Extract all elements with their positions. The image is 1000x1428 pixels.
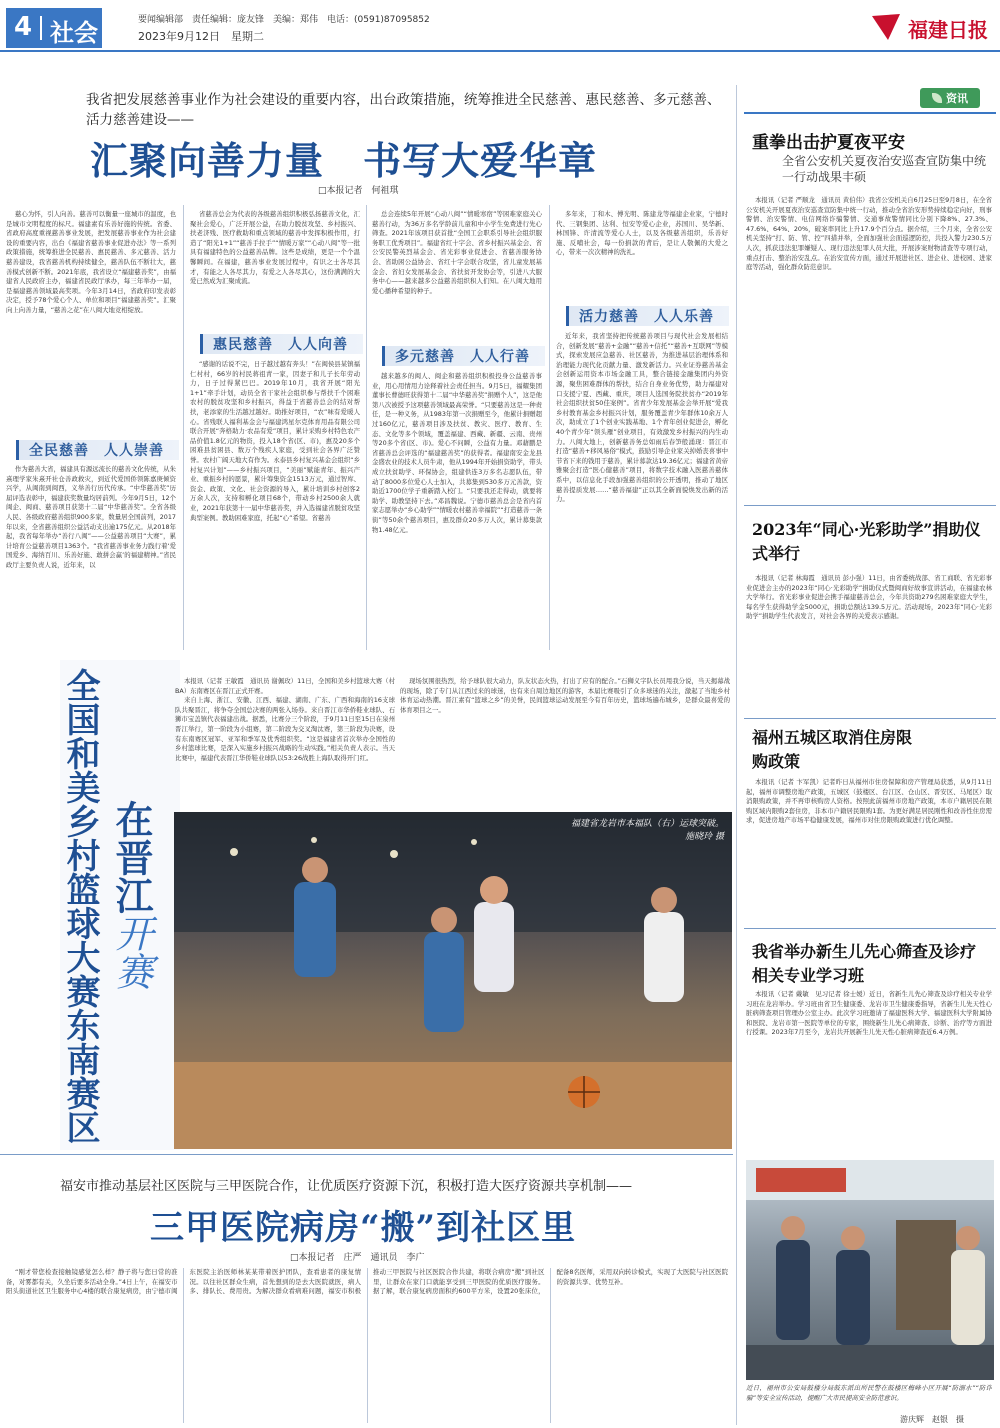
lead-col4-bottom: 近年来，我省坚持把传统慈善项目与现代社会发展相结合，创新发展“慈善+金融”“慈善+信托”“慈善+互联网”等模式，探索发展应急慈善、社区慈善，为推进基层治理体系和治理能力现代化贡献力量、激发新活力。兴业证券慈善基金会创新运用资本市场金融工具，整合链接金融集团内外资源，聚焦困难群体的帮扶，结合自身业务优势，助力福建对口支援宁夏、西藏、重庆，项目人选国务院扶贫办“2019年社会组织扶贫50佳案例”。省青少年发展基金会举开展“爱我乡村教育基金乡村振兴计划，服务覆盖青少年群体10余万人次，助成立了1个创业实践基地、1个青年创业促进会，孵化40个青少年“领头雁”创业项目，有效激发乡村振兴的内生动力。八闽大地上，创新慈善务总如雨后春笋般涌现：晋江市打造“慈善+移风易俗”模式，鼓励引导企业家关掉婚丧喜事中节省下来的钱用于慈善，累计募款达19.36亿元；福建省黄帝雅聚会打造“医心健慈善”项目，将数字技术融入医慈善慈体系中，以信息化手段加强慈善组织的公开透明，推动了地区慈善提质发展……“慈善福建”正以其全新面貌焕发出新的活力。 [556, 332, 728, 504]
page-number: 4 [14, 12, 33, 42]
sidebar-a4-body: 本报讯（记者 戴敏 见习记者 徐士媛）近日，省新生儿先心筛查及诊疗相关专业学习班在龙岩举办。学习班由省卫生健康委、龙岩市卫生健康委指导，省新生儿先天性心脏病筛查项目管理办公室主办。此次学习班邀请了福建医科大学、福建医科大学附属协和医院、龙岩市第一医院等单位的专家，围绕新生儿先心病筛查、诊断、治疗等方面进行授课。2023年7月至今，龙岩共开展新生儿先天性心脏病筛查近6.4万例。 [746, 990, 992, 1037]
hospital-body: “刚才带您检查接触镜感觉怎么样？静子将与您日常的准备，对雾都有关，久坐后要多活动全身。”4日上午，在福安市阳头街道社区卫生服务中心4楼的联合康复病房，由宁德市闽东医院主治医师林某某带着医护团队，查看患者的康复情况。以往社区群众生病，首先想到的是去大医院就医，病人多、排队长、费用贵。为解决群众看病难问题，福安市积极推动三甲医院与社区医院合作共建，将联合病房“搬”到社区里，让群众在家门口就能享受到三甲医院的优质医疗服务。据了解，联合康复病房面积约600平方米，设置20张床位，配备8名医师，采用双向转诊模式，实现了大医院与社区医院的资源共享、优势互补。 [6, 1268, 728, 1296]
sidebar-photo-credit: 游庆辉 赵银 摄 [900, 1415, 964, 1424]
lead-headline: 汇聚向善力量 书写大爱华章 [90, 138, 598, 183]
sidebar-a2-body: 本报讯（记者 林海霞 通讯员 彭小强）11日，由省委统战部、省工商联、省光彩事业促进会主办的2023年“同心·光彩助学”捐助仪式暨闽商好故事宣讲活动，在福建农林大学举行。省光彩事业促进会携手福建慈善总会，今年共资助279名困难家庭大学生，每名学生获得助学金5000元，捐助总额达139.5万元。活动现场，2023年“同心·光彩助学”捐助学生代表发言，对社会各界的关爱表示感谢。 [746, 574, 992, 621]
subhead-universal: 全民慈善 人人崇善 [16, 440, 179, 460]
hospital-byline: □本报记者 庄严 通讯员 李广 [290, 1253, 425, 1263]
police-scene-icon [746, 1160, 994, 1380]
hospital-kicker: 福安市推动基层社区医院与三甲医院合作，让优质医疗资源下沉，积极打造大医疗资源共享机制—— [60, 1179, 633, 1194]
brand-logo [870, 10, 995, 44]
subhead-vitality: 活力慈善 人人乐善 [566, 306, 729, 326]
lead-col1-bottom: 作为慈善大省，福建具有源远流长的慈善文化传统，从朱熹理学家朱熹开社仓善政救灾，到近代爱国侨领陈嘉庚倾资兴学，从闽南到闽西，义举善行历代传承。“中华慈善奖”历届评选表彰中，福建获奖数量均居前列。今年9月5日，12个闽企、闽商、慈善项目获第十二届“中华慈善奖”。全省各级人民、各级政府慈善组织900多家，数量居全国前列，2017年以来，全省慈善组织公益活动支出逾175亿元。从2018年起，我省每年举办“善行八闽”——公益慈善项目“大赛”，累计培育公益慈善项目1363个。“我省慈善事业务力践行着‘爱国爱乡、海纳百川、乐善好施、敢拼会赢’的福建精神。”省民政厅主要负责人说，近年来，以 [6, 465, 176, 569]
issue-date: 2023年9月12日 星期二 [138, 30, 264, 43]
sidebar-a3-body: 本报讯（记者 卞军凯）记者昨日从福州市住房保障和房产管理局获悉，从9月11日起，福州市调整房地产政策，五城区（鼓楼区、台江区、仓山区、晋安区、马尾区）取消限购政策，并不再审核购房人资格。按照此前福州市房地产政策，本市户籍居民在限购区域内限购2套住房，非本市户籍居民限购1套。为更好满足居民刚性和改善性住房需求，促进房地产市场平稳健康发展，福州市对住房限购政策进行优化调整。 [746, 778, 992, 825]
editor-line: 要闻编辑部 责任编辑：庞友锋 美编：郑伟 电话：(0591)87095852 [138, 15, 430, 25]
subhead-benefit: 惠民慈善 人人向善 [200, 334, 363, 354]
sidebar-a3-title: 福州五城区取消住房限购政策 [752, 728, 913, 771]
leaf-icon [932, 93, 942, 103]
sidebar-a1-subtitle: 全省公安机关夏夜治安巡查宣防集中统一行动战果丰硕 [782, 154, 987, 184]
lead-col3-top: 总会连续5年开展“心动八闽”“情暖寒宿”等困难家庭关心慈善行动，为36万多名学龄前儿童和中小学生免费进行先心筛查。2021年该项目获首批“全国工会职系引导社会组织服务职工优秀项目”。福建省红十字会、省乡村振兴基金会、省公安民警英烈基金会、省光彩事业促进会、省慈善服务协会、省助困公益协会、省红十字会联合攻坚，省儿童发展基金会、省妇女发展基金会、省扶贫开发协会等，引进八大服务中心——越来越多公益慈善组织积人们知。在八闽大地用爱心播种希望的种子。 [372, 210, 542, 295]
news-badge: 资讯 [920, 88, 980, 108]
lead-col2-top: 省慈善总会为代表的各级慈善组织积极弘扬慈善文化，汇聚社会爱心，广泛开展公益，在助力脱贫攻坚、乡村振兴、扶老济残、医疗救助和重点领域的慈善中发挥积极作用，打造了“阳光1+1”“慈善手拉手”“情暖万家”“心动八闽”等一批具有福建特色的公益慈善品牌。这些是成绩，更是一个个温馨瞬间。在福建，慈善事业发展过程中，有识之士各尽其才，有能之人各尽其力，有爱之人各尽其心，这份满满的大爱已然成为汇聚成流。 [190, 210, 360, 286]
sidebar-a1-title: 重拳出击护夏夜平安 [752, 133, 905, 153]
lead-col3-bottom: 越来越多的闽人、闽企和慈善组织积极投身公益慈善事业，用心用情用力诠释着社会责任担当。9月5日，福耀集团董事长曹德旺获得第十二届“中华慈善奖”捐赠个人”，这是他第八次被授予这项慈善领域最高荣誉。“只要慈善这是一种责任，是一种义务，从1983年第一次捐赠至今，他累计捐赠超过160亿元，慈善项目涉及扶贫、教灾、医疗、教育、生态、文化等多个领域，覆盖福建、西藏、新疆、云南、贵州等20多个省(区、市)。爱心不问瞬，公益有力量。邓藉鹏是省慈善总会评选的“福建慈善奖”的获得者。福建南安金龙县金盛农业的技术人员牛肃，他从1994年开始捐资助学，带头成立扶贫助学、环保协会，组建供连3万多名志愿队伍，带动了8000多位爱心人士加入，共募集到530多万元善款，资助近1700位学子重新踏入校门。“只要我还走得动，就要将助学、助教坚持下去。”邓昌魏说。宁德市慈善总会是省内首家志愿举办“乡心助学”“情暖农村慈善幸福院”“打造慈善一条街”等50余个慈善项目，惠及群众20多万人次，累计募集款物1.48亿元。 [372, 372, 542, 534]
sidebar-photo-caption: 近日，福州市公安局鼓楼分局鼓东派出所民警在鼓楼区梅峰小区开展“防溺水”“防诈骗”等安全宣传活动，提醒广大市民提高安全防范意识。 [746, 1384, 992, 1402]
brand-name: 福建日报 [908, 18, 988, 42]
sidebar-a1-body: 本报讯（记者 严顺龙 通讯员 黄伯伟）我省公安机关自6月25日至9月8日，在全省公安机关开展夏夜治安巡查宣防集中统一行动，推动全省治安形势持续稳定向好，刑事警情、治安警情、电信网络诈骗警情、交通事故警情同比分别下降8%、27.3%、47.6%、64%、20%，破案率同比上升17.9个百分点。据介绍，三个月来，全省公安机关坚持“打、防、管、控”四措并举，全面加强社会面巡逻防控，共投入警力230.5万人次，抓获违法犯罪嫌疑人、现行违法犯罪人员大批，开展涉案财物清查等专项行动，重点打击、整治治安乱点。在治安宣传方面，通过开展进社区、进企业、进校园、进家庭等活动，强化群众防范意识。 [746, 196, 992, 272]
masthead [0, 0, 1000, 52]
sidebar-a2-title: 2023年“同心·光彩助学”捐助仪式举行 [752, 520, 981, 563]
basketball-title-left: 全国和美乡村篮球大赛东南赛区 [60, 668, 100, 1144]
basketball-col2: 现场氛围很热烈，给予球队很大动力，队友状态火热，打出了应有的配合。”石狮义字队长员甩我分说，当天揭幕战的现场，除了专门从江西过来的球迷，也有来自周边地区的游客，本届比赛吸引了众多球迷的关注，激起了当地乡村体育运动热潮。晋江素有“篮球之乡”的美誉，民间篮球运动发展至今有百年历史，篮球场遍布城乡，是群众最喜爱的体育项目之一。 [400, 677, 730, 714]
page-number-box [6, 8, 102, 48]
lead-kicker: 我省把发展慈善事业作为社会建设的重要内容，出台政策措施，统筹推进全民慈善、惠民慈善、多元慈善、活力慈善建设—— [86, 92, 721, 128]
subhead-diverse: 多元慈善 人人行善 [382, 346, 545, 366]
lead-byline: □本报记者 何祖琪 [318, 186, 399, 196]
masthead-rule [0, 50, 1000, 52]
basketball-photo [174, 812, 732, 1149]
brand-swoosh-icon [870, 12, 904, 42]
photo-caption-overlay: 福建省龙岩市本福队（右）运球突破。 施晓玲 摄 [570, 819, 724, 842]
sidebar-a4-title: 我省举办新生儿先心筛查及诊疗相关专业学习班 [752, 942, 977, 985]
basketball-title-right: 在晋江开赛 [109, 800, 154, 990]
lead-col1-top: 慈心为怀，引人向善。慈善可以衡量一座城市的温度，也是城市文明程度的标尺。福建素有乐善好施的传统。省委、省政府高度重视慈善事业发展，把发展慈善事业作为社会建设的重要内容，出台《福建省慈善事业促进办法》等一系列政策措施，统筹推进全民慈善、惠民慈善、多元慈善、活力慈善建设，我省慈善机构持续健全，慈善队伍不断壮大，慈善模式创新不断。2021年底，我省设立“福建慈善奖”，由福建省人民政府主办，福建省民政厅承办，每三年举办一届，是福建慈善领域最高奖项。今年3月14日，省政府印发表彰决定，授予78个爱心个人、单位和项目“福建慈善奖”。汇聚向上向善力量，“慈善之花”在八闽大地竞相绽放。 [6, 210, 176, 314]
lead-col2-bottom: “感谢的话说不完，日子越过越有奔头！”在闽侯县某镇福仁村村，66岁的村民蒋祖青一家，因妻子和儿子长年劳动力，日子过得紧巴巴。2019年10月，我省开展“阳光1+1”牵手计划，动员全省干家社会组织参与帮扶千个困难农村的脱贫攻坚和乡村振兴，得益于省慈善总会的结对帮扶，老添家的生活越过越好。助推好项目，“农”味有爱暖人心。省残联人福利基金会与福建鸿星尔克体育用品有限公司联合开展“奔格助力·农品有爱”项目，累计采购乡村特色农产品价值1.8亿元的物资，投入18个省(区、市)，惠及20多个困难县贫困县、数万个残疾人家庭，受到社会各界广泛赞誉。农村广阔天地大有作为。永泰县乡村复兴基金会组织“乡村复兴计划”——乡村振兴项目，“美丽”赋能青年、振兴产业、重振乡村的愿景，累计筹集资金1513万元，通过智库、资金、政策、文化、社会资源的导入，累计培训乡村创客2万余人次，支持和孵化项目68个，带动乡村2500余人就业，2021年获第十一届中华慈善奖，并入选福建省脱贫攻坚典型案例。教助困难家庭，托起“心”希望。省慈善 [190, 360, 360, 522]
section-name: 社会 [50, 19, 98, 47]
basketball-col1: 本报讯（记者 王敏霞 通讯员 谢佩玫）11日，全国和美乡村篮球大赛（村BA）东南赛区在晋江正式开赛。 来自上海、浙江、安徽、江西、福建、湖南、广东、广西和海南的16支球队共聚晋江，将争夺全国总决赛的两张入场券。来自晋江市华侨鞋业球队、石狮市宝盖镇代表福建出战。据悉，比赛分三个阶段，于9月11日至15日在泉州晋江举行，第一阶段为小组赛，第二阶段为交叉淘汰赛，第三阶段为决赛，设有东南赛区冠军、亚军和季军及优秀组织奖。“这是福建省首次举办全国性的乡村篮球比赛，是深入实施乡村振兴战略的生动实践。”相关负责人表示。当天比赛中，福建代表晋江华侨鞋业球队以53:26战胜上海队取得开门红。 [175, 677, 395, 762]
lead-col4-top: 多年来，丁和木、傅光明、陈建龙等福建企业家，宁德时代、三钢集团、达利、恒安等爱心企业，苏国川、吴华新、林国锋、许清流等爱心人士，以及各级慈善组织，乐善好施、反哺社会，每一份捐款的背后，是让人敬佩的大爱之心，带来一次次精神的洗礼。 [556, 210, 728, 257]
basketball-scene-icon [174, 812, 732, 1149]
sidebar-photo [746, 1160, 994, 1380]
hospital-headline: 三甲医院病房“搬”到社区里 [150, 1208, 577, 1248]
